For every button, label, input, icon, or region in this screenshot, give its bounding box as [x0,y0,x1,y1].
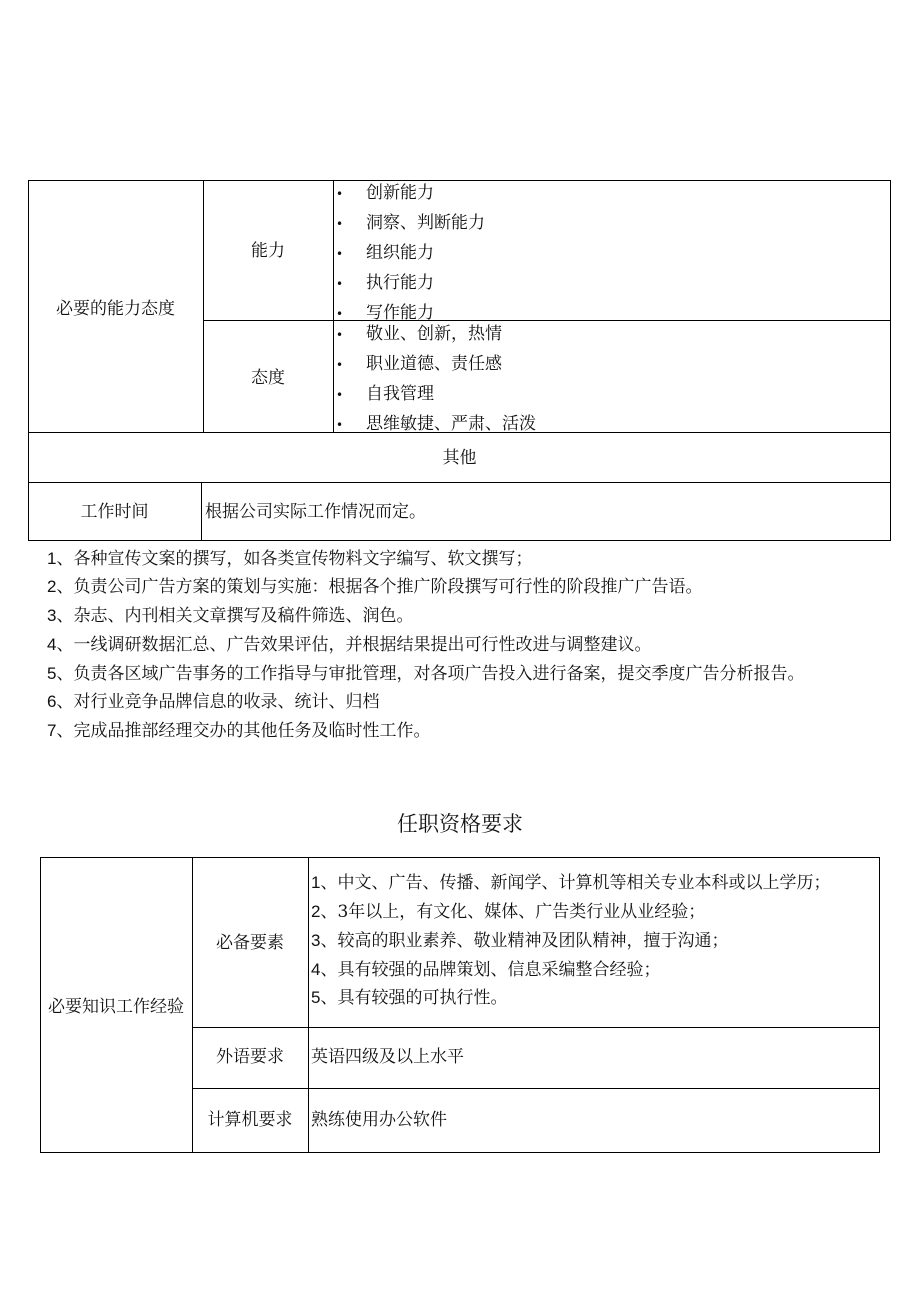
foreign-language-label: 外语要求 [216,1047,284,1067]
list-item: 2、负责公司广告方案的策划与实施：根据各个推广阶段撰写可行性的阶段推广广告语。 [47,577,703,597]
table-divider [192,1088,880,1089]
table-border-top [28,180,891,181]
computer-label: 计算机要求 [207,1110,293,1130]
table-border-left [28,180,29,541]
list-item: • 执行能力 [336,273,434,293]
other-header: 其他 [442,448,477,468]
table-divider [203,180,204,433]
list-item: • 自我管理 [336,384,434,404]
bullet-icon: • [336,277,344,291]
list-item: • 创新能力 [336,183,434,203]
list-item: 1、各种宣传文案的撰写，如各类宣传物料文字编写、软文撰写； [47,549,533,569]
list-item: 3、杂志、内刊相关文章撰写及稿件筛选、润色。 [47,606,414,626]
list-item: 5、负责各区域广告事务的工作指导与审批管理，对各项广告投入进行备案，提交季度广告分析报告。 [47,664,805,684]
list-item: • 职业道德、责任感 [336,354,502,374]
table-border-bottom [28,540,891,541]
list-item: 1、中文、广告、传播、新闻学、计算机等相关专业本科或以上学历； [311,873,831,893]
table-divider [192,857,193,1153]
table-border-bottom [40,1152,880,1153]
table-divider [333,180,334,433]
bullet-icon: • [336,388,344,402]
ability-label: 能力 [251,241,285,261]
table-divider [201,482,202,541]
foreign-language-value: 英语四级及以上水平 [311,1047,464,1067]
list-item: 4、具有较强的品牌策划、信息采编整合经验； [311,960,661,980]
table-divider [192,1027,880,1028]
list-item: • 敬业、创新，热情 [336,324,502,344]
required-label: 必备要素 [216,933,284,953]
table-divider [28,482,891,483]
list-item: 5、具有较强的可执行性。 [311,988,508,1008]
table-border-right [890,180,891,541]
work-time-label: 工作时间 [80,502,149,522]
qualifications-title: 任职资格要求 [397,812,523,836]
list-item: 4、一线调研数据汇总、广告效果评估，并根据结果提出可行性改进与调整建议。 [47,635,652,655]
attitude-label: 态度 [251,368,285,388]
computer-value: 熟练使用办公软件 [311,1110,447,1130]
list-item: 7、完成品推部经理交办的其他任务及临时性工作。 [47,721,431,741]
list-item: 2、3年以上，有文化、媒体、广告类行业从业经验； [311,902,706,922]
table-border-top [40,857,880,858]
list-item: • 思维敏捷、严肃、活泼 [336,414,536,434]
list-item: • 洞察、判断能力 [336,213,485,233]
row-label-ability-attitude: 必要的能力态度 [56,299,175,319]
bullet-icon: • [336,247,344,261]
work-time-value: 根据公司实际工作情况而定。 [205,502,426,522]
table-divider [308,857,309,1153]
list-item: • 写作能力 [336,303,434,323]
bullet-icon: • [336,187,344,201]
bullet-icon: • [336,418,344,432]
bullet-icon: • [336,217,344,231]
list-item: 3、较高的职业素养、敬业精神及团队精神，擅于沟通； [311,931,729,951]
row-label-knowledge-experience: 必要知识工作经验 [48,997,184,1017]
table-border-right [879,857,880,1153]
table-divider [203,320,891,321]
list-item: 6、对行业竞争品牌信息的收录、统计、归档 [47,692,380,712]
bullet-icon: • [336,307,344,321]
bullet-icon: • [336,358,344,372]
bullet-icon: • [336,328,344,342]
list-item: • 组织能力 [336,243,434,263]
